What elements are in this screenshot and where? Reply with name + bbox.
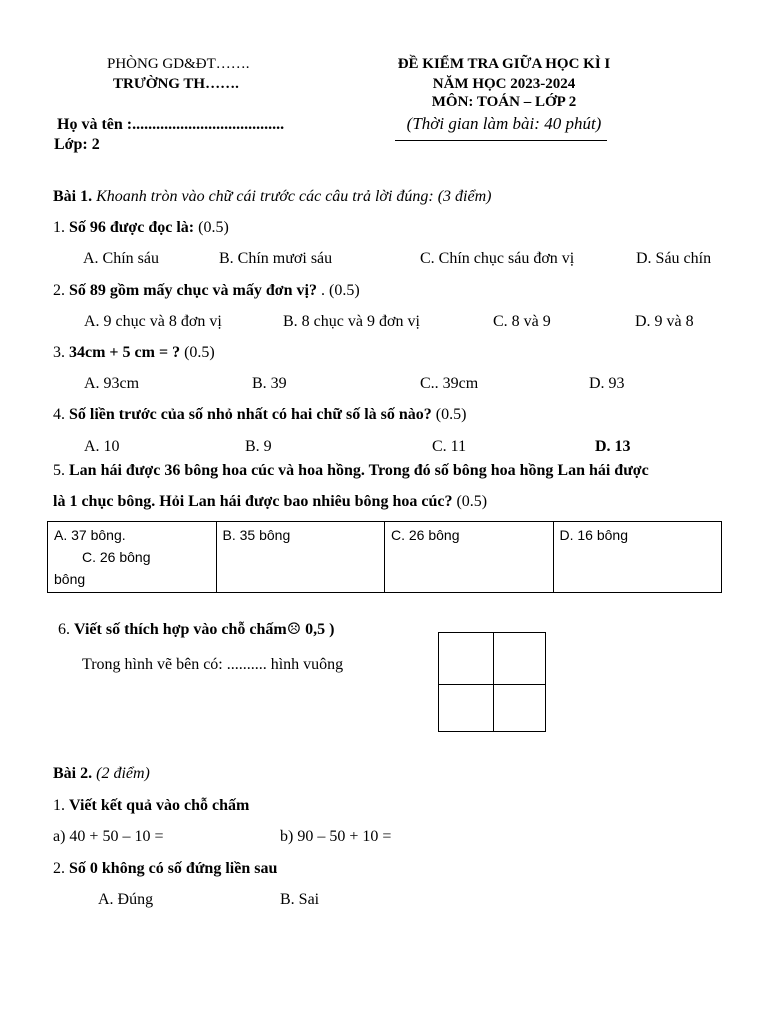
bai2-question-2 <box>53 860 277 878</box>
class-label: Lớp: 2 <box>54 136 100 153</box>
question-number: 3. <box>53 344 69 361</box>
bai1-instruction: Khoanh tròn vào chữ cái trước các câu trả lời đúng: (3 điểm) <box>92 188 492 205</box>
question-text: là 1 chục bông. Hỏi Lan hái được bao nhiêu bông hoa cúc? <box>53 493 453 510</box>
q4-option-d[interactable]: D. 13 <box>595 438 631 455</box>
grid-horizontal-line <box>439 684 545 685</box>
question-4 <box>53 406 466 424</box>
q2-option-a[interactable]: A. 9 chục và 8 đơn vị <box>84 313 222 330</box>
question-number: 1. <box>53 797 69 814</box>
school-label: TRƯỜNG TH……. <box>113 76 239 92</box>
question-number: 1. <box>53 219 69 236</box>
q2-option-c[interactable]: C. 8 và 9 <box>493 313 551 330</box>
question-5 <box>53 462 649 480</box>
q4-option-c[interactable]: C. 11 <box>432 438 467 455</box>
grid-vertical-line <box>493 633 494 731</box>
exam-title: ĐỀ KIỂM TRA GIỮA HỌC KÌ I <box>397 56 611 72</box>
bai2-question-1 <box>53 797 249 815</box>
school-year: NĂM HỌC 2023-2024 <box>432 76 576 92</box>
question-score: (0.5) <box>180 344 215 361</box>
q4-option-b[interactable]: B. 9 <box>245 438 272 455</box>
question-5-line2 <box>53 493 487 511</box>
q1-option-d[interactable]: D. Sáu chín <box>636 250 712 267</box>
q3-option-b[interactable]: B. 39 <box>252 375 287 392</box>
bai2-heading <box>53 765 150 783</box>
question-text: Số 89 gồm mấy chục và mấy đơn vị? <box>69 282 317 299</box>
bai2-q2-option-a[interactable]: A. Đúng <box>98 891 154 908</box>
q3-option-d[interactable]: D. 93 <box>589 375 625 392</box>
question-number: 2. <box>53 860 69 877</box>
option-text: C. 26 bông <box>82 549 151 565</box>
question-2 <box>53 282 360 300</box>
question-text: 34cm + 5 cm = ? <box>69 344 181 361</box>
bai2-score: (2 điểm) <box>92 765 150 782</box>
question-text: Số 0 không có số đứng liền sau <box>69 860 278 877</box>
q5-option-c[interactable]: C. 26 bông <box>385 522 554 593</box>
squares-figure <box>438 632 546 732</box>
question-score: (0.5) <box>194 219 229 236</box>
q3-option-a[interactable]: A. 93cm <box>84 375 140 392</box>
q5-option-b[interactable]: B. 35 bông <box>216 522 385 593</box>
question-1 <box>53 219 229 237</box>
q5-option-a[interactable] <box>48 522 217 593</box>
question-number: 6. <box>58 621 74 638</box>
department-label: PHÒNG GD&ĐT……. <box>107 56 250 72</box>
question-number: 5. <box>53 462 69 479</box>
q4-option-a[interactable]: A. 10 <box>84 438 120 455</box>
question-text: Lan hái được 36 bông hoa cúc và hoa hồng. Trong đó số bông hoa hồng Lan hái được <box>69 462 649 479</box>
bai2-q2-option-b[interactable]: B. Sai <box>280 891 320 908</box>
question-text: Viết kết quả vào chỗ chấm <box>69 797 250 814</box>
bai2-number: Bài 2. <box>53 765 93 782</box>
q1-option-c[interactable]: C. Chín chục sáu đơn vị <box>420 250 575 267</box>
question-6 <box>58 619 334 639</box>
option-text: bông <box>54 571 86 587</box>
option-text: A. 37 bông. <box>54 527 126 543</box>
bai2-q1-part-b[interactable]: b) 90 – 50 + 10 = <box>280 828 392 845</box>
question-3 <box>53 344 215 362</box>
question-score: (0.5) <box>431 406 467 423</box>
q5-option-d[interactable]: D. 16 bông <box>553 522 722 593</box>
q6-fill-in[interactable]: Trong hình vẽ bên có: .......... hình vuông <box>82 656 344 673</box>
q3-option-c[interactable]: C.. 39cm <box>420 375 479 392</box>
bai1-heading <box>53 188 491 206</box>
title-underline <box>395 140 607 141</box>
question-text: Viết số thích hợp vào chỗ chấm☹ 0,5 ) <box>74 621 335 638</box>
question-number: 2. <box>53 282 69 299</box>
question-text: Số 96 được đọc là: <box>69 219 195 236</box>
q1-option-a[interactable]: A. Chín sáu <box>83 250 159 267</box>
time-limit: (Thời gian làm bài: 40 phút) <box>406 114 602 133</box>
question-number: 4. <box>53 406 69 423</box>
subject: MÔN: TOÁN – LỚP 2 <box>431 94 577 110</box>
q2-option-d[interactable]: D. 9 và 8 <box>635 313 694 330</box>
bai2-q1-part-a[interactable]: a) 40 + 50 – 10 = <box>53 828 164 845</box>
question-score: (0.5) <box>452 493 488 510</box>
student-name-label: Họ và tên :...................................... <box>57 116 285 133</box>
q2-option-b[interactable]: B. 8 chục và 9 đơn vị <box>283 313 420 330</box>
q5-options-table <box>47 521 722 593</box>
question-text: Số liền trước của số nhỏ nhất có hai chữ số là số nào? <box>69 406 432 423</box>
q1-option-b[interactable]: B. Chín mươi sáu <box>219 250 333 267</box>
bai1-number: Bài 1. <box>53 188 93 205</box>
question-score: . (0.5) <box>316 282 360 299</box>
